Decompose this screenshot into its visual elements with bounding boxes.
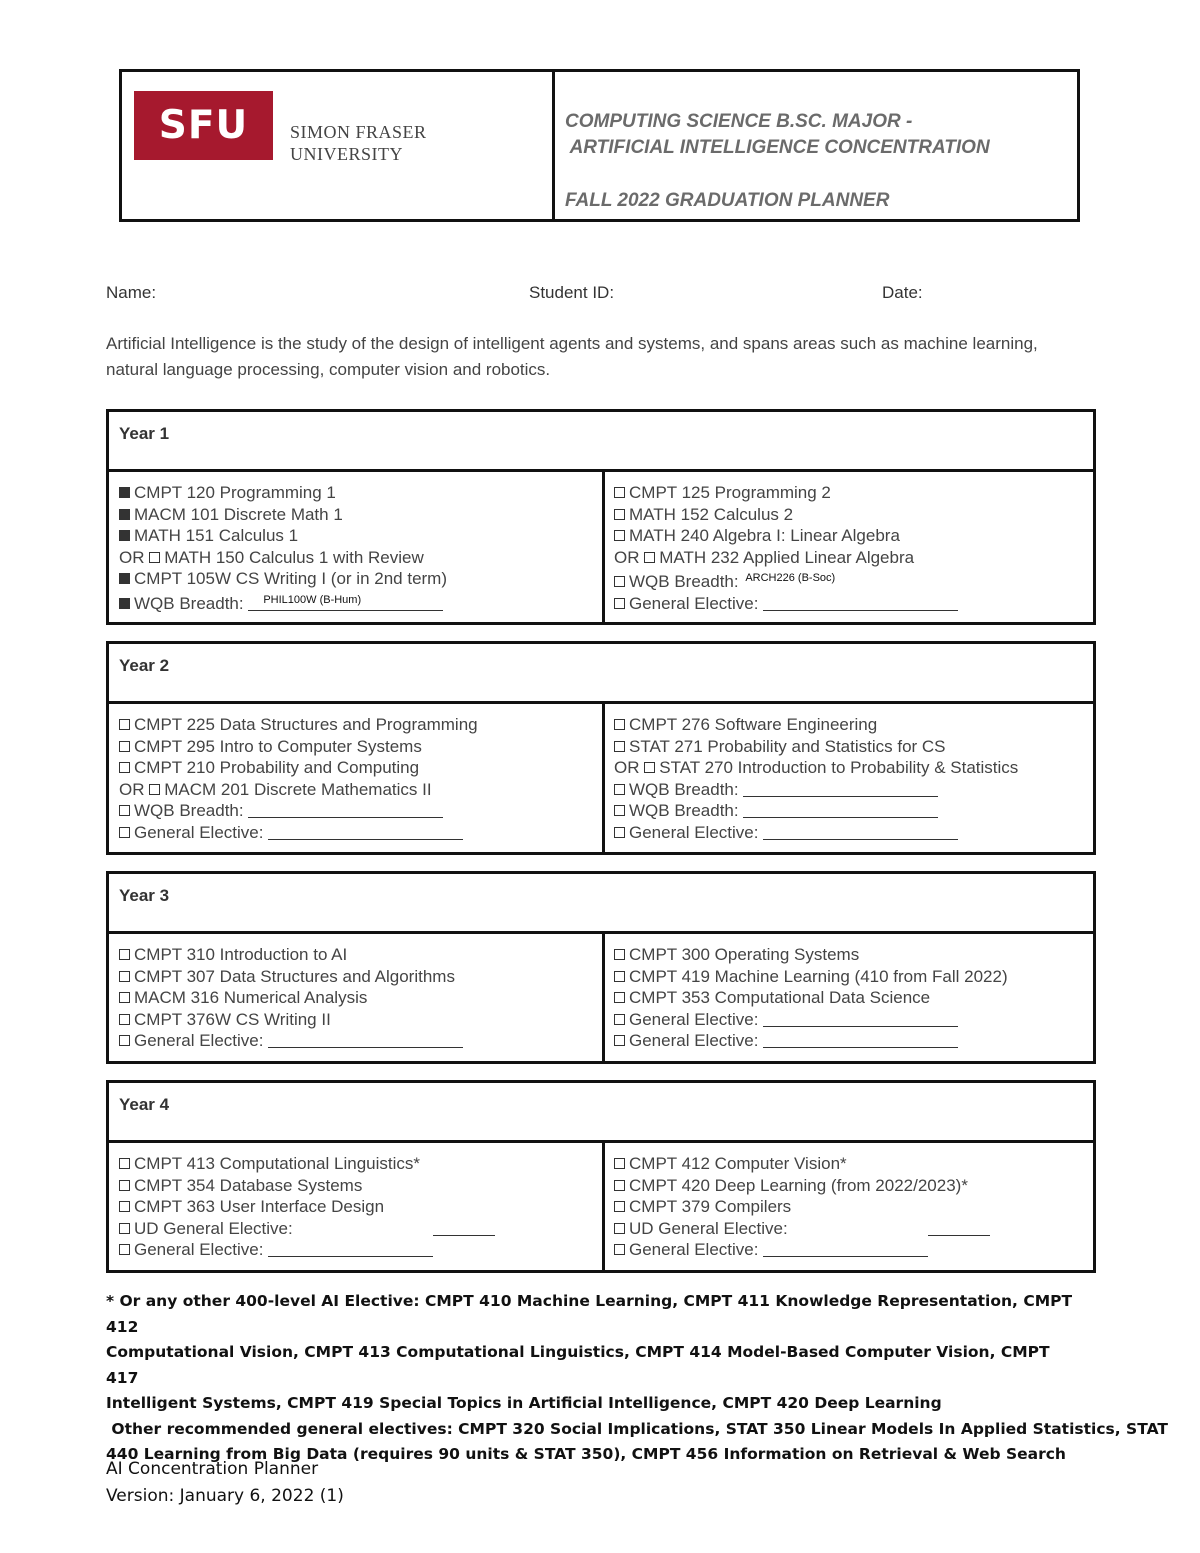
- fill-in-blank[interactable]: [268, 1242, 433, 1257]
- footnote-line: Computational Vision, CMPT 413 Computational Linguistics, CMPT 414 Model-Based Computer Vision, CMPT 417: [106, 1343, 1050, 1387]
- fill-in-blank[interactable]: [763, 1033, 958, 1048]
- fill-in-blank[interactable]: [743, 803, 938, 818]
- course-label: MACM 201 Discrete Mathematics II: [164, 779, 432, 799]
- course-item: [119, 757, 478, 779]
- checkbox-icon[interactable]: [614, 576, 625, 587]
- year-2-box: [106, 641, 1096, 855]
- year-3-label: Year 3: [109, 874, 1093, 934]
- checkbox-icon[interactable]: [119, 1201, 130, 1212]
- course-label: MATH 240 Algebra I: Linear Algebra: [629, 526, 900, 545]
- course-label: CMPT 125 Programming 2: [629, 483, 831, 502]
- course-item: [119, 568, 447, 590]
- checkbox-icon[interactable]: [614, 1158, 625, 1169]
- course-label: General Elective:: [134, 822, 269, 842]
- year-4-box: [106, 1080, 1096, 1273]
- fill-in-blank[interactable]: [268, 1033, 463, 1048]
- or-prefix: OR: [119, 779, 150, 799]
- course-item: [614, 822, 1018, 844]
- checkbox-icon[interactable]: [614, 487, 625, 498]
- year-1-right-list: [614, 482, 958, 614]
- checkbox-icon[interactable]: [119, 992, 130, 1003]
- fill-in-blank[interactable]: [763, 1012, 958, 1027]
- handwritten-entry: ARCH226 (B-Soc): [745, 572, 836, 584]
- checkbox-icon[interactable]: [119, 762, 130, 773]
- column-divider: [602, 472, 605, 622]
- fill-in-blank[interactable]: [763, 1242, 928, 1257]
- course-item: [614, 1218, 990, 1240]
- footnote-line: * Or any other 400-level AI Elective: CMPT 410 Machine Learning, CMPT 411 Knowledge Representation, CMPT 412: [106, 1292, 1073, 1336]
- course-label: MACM 316 Numerical Analysis: [134, 988, 368, 1007]
- course-label: CMPT 310 Introduction to AI: [134, 945, 348, 964]
- student-id-field[interactable]: Student ID:: [529, 283, 615, 302]
- course-label: CMPT 210 Probability and Computing: [134, 758, 420, 777]
- year-3-box: [106, 871, 1096, 1064]
- checkbox-icon[interactable]: [119, 805, 130, 816]
- course-item: [119, 547, 447, 569]
- footnote-line: 440 Learning from Big Data (requires 90 units & STAT 350), CMPT 456 Information on Retrieval & Web Search: [106, 1445, 1066, 1463]
- course-item: [119, 736, 478, 758]
- checkbox-icon[interactable]: [119, 719, 130, 730]
- fill-in-blank[interactable]: [248, 803, 443, 818]
- course-item: [119, 800, 478, 822]
- course-item: [614, 944, 1008, 966]
- checkbox-icon[interactable]: [614, 1035, 625, 1046]
- course-label: General Elective:: [629, 1240, 764, 1259]
- checkbox-icon[interactable]: [614, 949, 625, 960]
- course-item: [614, 482, 958, 504]
- checkbox-icon[interactable]: [614, 598, 625, 609]
- checkbox-icon[interactable]: [119, 827, 130, 838]
- course-label: CMPT 412 Computer Vision*: [629, 1154, 847, 1173]
- course-label: MATH 150 Calculus 1 with Review: [164, 547, 424, 567]
- course-item: [614, 1030, 1008, 1052]
- course-item: [119, 1030, 463, 1052]
- course-label: General Elective:: [629, 1009, 764, 1029]
- course-label: CMPT 276 Software Engineering: [629, 715, 878, 734]
- intro-text: Artificial Intelligence is the study of the design of intelligent agents and systems, and spans areas such as machine learning, natural language processing, computer vision and robotics.: [106, 334, 1038, 379]
- column-divider: [602, 704, 605, 852]
- checkbox-icon[interactable]: [614, 1180, 625, 1191]
- course-item: [119, 966, 463, 988]
- year-2-label: Year 2: [109, 644, 1093, 704]
- course-item: [119, 525, 447, 547]
- course-label: MATH 151 Calculus 1: [134, 526, 299, 545]
- footer-version: Version: January 6, 2022 (1): [106, 1486, 344, 1506]
- checkbox-icon[interactable]: [119, 1244, 130, 1255]
- handwritten-entry: PHIL100W (B-Hum): [263, 593, 362, 606]
- course-label: General Elective:: [629, 593, 764, 613]
- checkbox-icon[interactable]: [119, 1158, 130, 1169]
- course-label: CMPT 376W CS Writing II: [134, 1009, 331, 1029]
- checkbox-icon[interactable]: [614, 1201, 625, 1212]
- fill-in-blank[interactable]: [743, 782, 938, 797]
- year-1-label: Year 1: [109, 412, 1093, 472]
- title-line-2: ARTIFICIAL INTELLIGENCE CONCENTRATION: [565, 137, 990, 158]
- course-item: [614, 714, 1018, 736]
- year-4-right-list: [614, 1153, 990, 1261]
- checkbox-checked-icon[interactable]: [119, 530, 130, 541]
- course-item: [119, 1218, 495, 1240]
- checkbox-icon[interactable]: [119, 1014, 130, 1025]
- course-label: CMPT 363 User Interface Design: [134, 1197, 385, 1216]
- checkbox-icon[interactable]: [644, 762, 655, 773]
- course-item: [614, 1009, 1008, 1031]
- year-2-right-list: [614, 714, 1018, 843]
- course-item: [119, 822, 478, 844]
- course-item: [614, 800, 1018, 822]
- fill-in-blank[interactable]: [433, 1221, 495, 1236]
- course-item: [119, 504, 447, 526]
- course-label: WQB Breadth:: [629, 572, 744, 591]
- course-label: CMPT 105W CS Writing I (or in 2nd term): [134, 569, 448, 588]
- course-label: CMPT 295 Intro to Computer Systems: [134, 736, 422, 756]
- course-item: [614, 779, 1018, 801]
- course-label: WQB Breadth:: [629, 779, 744, 799]
- course-label: General Elective:: [134, 1031, 269, 1050]
- course-item: [614, 1175, 990, 1197]
- checkbox-icon[interactable]: [149, 784, 160, 795]
- course-label: CMPT 379 Compilers: [629, 1197, 792, 1216]
- header-divider: [552, 69, 555, 222]
- year-2-left-list: [119, 714, 478, 843]
- footnote-line: Other recommended general electives: CMPT 320 Social Implications, STAT 350 Linear Models In Applied Statistics, STAT: [106, 1419, 1168, 1438]
- fill-in-blank[interactable]: [763, 825, 958, 840]
- checkbox-icon[interactable]: [614, 719, 625, 730]
- course-label: MATH 232 Applied Linear Algebra: [659, 547, 915, 567]
- course-label: CMPT 120 Programming 1: [134, 483, 336, 502]
- checkbox-icon[interactable]: [614, 971, 625, 982]
- checkbox-icon[interactable]: [119, 971, 130, 982]
- year-1-box: [106, 409, 1096, 625]
- course-item: [119, 1196, 495, 1218]
- checkbox-icon[interactable]: [614, 1014, 625, 1025]
- course-item: [119, 944, 463, 966]
- checkbox-icon[interactable]: [614, 1244, 625, 1255]
- column-divider: [602, 934, 605, 1061]
- course-item: [614, 547, 958, 569]
- course-item: [119, 779, 478, 801]
- or-prefix: OR: [614, 547, 645, 567]
- course-item: [614, 504, 958, 526]
- title-line-3: FALL 2022 GRADUATION PLANNER: [565, 190, 890, 211]
- checkbox-icon[interactable]: [119, 1223, 130, 1234]
- course-label: UD General Elective:: [629, 1218, 788, 1238]
- checkbox-icon[interactable]: [614, 805, 625, 816]
- course-item: [119, 1153, 495, 1175]
- checkbox-icon[interactable]: [614, 1223, 625, 1234]
- checkbox-icon[interactable]: [644, 552, 655, 563]
- course-label: STAT 270 Introduction to Probability & Statistics: [659, 758, 1019, 777]
- course-label: CMPT 354 Database Systems: [134, 1175, 363, 1195]
- course-item: [614, 1239, 990, 1261]
- name-field[interactable]: Name:: [106, 283, 157, 302]
- course-label: CMPT 300 Operating Systems: [629, 945, 860, 964]
- year-3-left-list: [119, 944, 463, 1052]
- checkbox-checked-icon[interactable]: [119, 573, 130, 584]
- course-item: [614, 736, 1018, 758]
- course-label: General Elective:: [629, 1031, 764, 1050]
- course-label: WQB Breadth:: [134, 801, 249, 820]
- or-prefix: OR: [119, 547, 150, 567]
- year-4-label: Year 4: [109, 1083, 1093, 1143]
- course-label: CMPT 419 Machine Learning (410 from Fall 2022): [629, 966, 1008, 986]
- sfu-logo-mark: SFU: [134, 91, 273, 160]
- course-item: [119, 590, 447, 615]
- course-item: [119, 482, 447, 504]
- checkbox-icon[interactable]: [614, 509, 625, 520]
- course-item: [614, 593, 958, 615]
- year-4-left-list: [119, 1153, 495, 1261]
- course-label: MACM 101 Discrete Math 1: [134, 504, 343, 524]
- checkbox-icon[interactable]: [119, 1035, 130, 1046]
- fill-in-blank[interactable]: [268, 825, 463, 840]
- course-item: [614, 987, 1008, 1009]
- course-item: [119, 1175, 495, 1197]
- course-label: CMPT 225 Data Structures and Programming: [134, 715, 478, 734]
- course-item: [119, 714, 478, 736]
- course-item: [614, 757, 1018, 779]
- course-item: [119, 1009, 463, 1031]
- course-label: WQB Breadth:: [629, 801, 744, 820]
- course-item: [614, 966, 1008, 988]
- footnote: [106, 1289, 1168, 1468]
- course-label: MATH 152 Calculus 2: [629, 504, 794, 524]
- checkbox-icon[interactable]: [119, 741, 130, 752]
- course-label: WQB Breadth:: [134, 593, 249, 613]
- course-item: [614, 1196, 990, 1218]
- year-3-right-list: [614, 944, 1008, 1052]
- sfu-logo-name: SIMON FRASER UNIVERSITY: [290, 122, 427, 164]
- course-item: [614, 568, 958, 593]
- course-item: [119, 987, 463, 1009]
- course-label: STAT 271 Probability and Statistics for CS: [629, 736, 946, 756]
- checkbox-icon[interactable]: [614, 530, 625, 541]
- title-line-1: COMPUTING SCIENCE B.SC. MAJOR -: [565, 111, 913, 132]
- course-label: General Elective:: [134, 1240, 269, 1259]
- course-label: General Elective:: [629, 822, 764, 842]
- footnote-line: Intelligent Systems, CMPT 419 Special Topics in Artificial Intelligence, CMPT 420 Deep Learning: [106, 1394, 942, 1412]
- course-label: CMPT 307 Data Structures and Algorithms: [134, 966, 455, 986]
- checkbox-icon[interactable]: [119, 1180, 130, 1191]
- or-prefix: OR: [614, 758, 645, 777]
- checkbox-checked-icon[interactable]: [119, 509, 130, 520]
- footer-title: AI Concentration Planner: [106, 1459, 319, 1479]
- checkbox-icon[interactable]: [614, 827, 625, 838]
- fill-in-blank[interactable]: [763, 596, 958, 611]
- checkbox-icon[interactable]: [614, 741, 625, 752]
- fill-in-blank[interactable]: [928, 1221, 990, 1236]
- course-label: UD General Elective:: [134, 1218, 293, 1238]
- checkbox-checked-icon[interactable]: [119, 598, 130, 609]
- checkbox-icon[interactable]: [614, 784, 625, 795]
- checkbox-icon[interactable]: [614, 992, 625, 1003]
- year-1-left-list: [119, 482, 447, 614]
- checkbox-icon[interactable]: [149, 552, 160, 563]
- checkbox-icon[interactable]: [119, 949, 130, 960]
- course-label: CMPT 353 Computational Data Science: [629, 988, 931, 1007]
- course-item: [119, 1239, 495, 1261]
- course-label: CMPT 413 Computational Linguistics*: [134, 1154, 420, 1173]
- column-divider: [602, 1143, 605, 1270]
- checkbox-checked-icon[interactable]: [119, 487, 130, 498]
- date-field[interactable]: Date:: [882, 283, 923, 302]
- course-label: CMPT 420 Deep Learning (from 2022/2023)*: [629, 1175, 968, 1195]
- course-item: [614, 525, 958, 547]
- course-item: [614, 1153, 990, 1175]
